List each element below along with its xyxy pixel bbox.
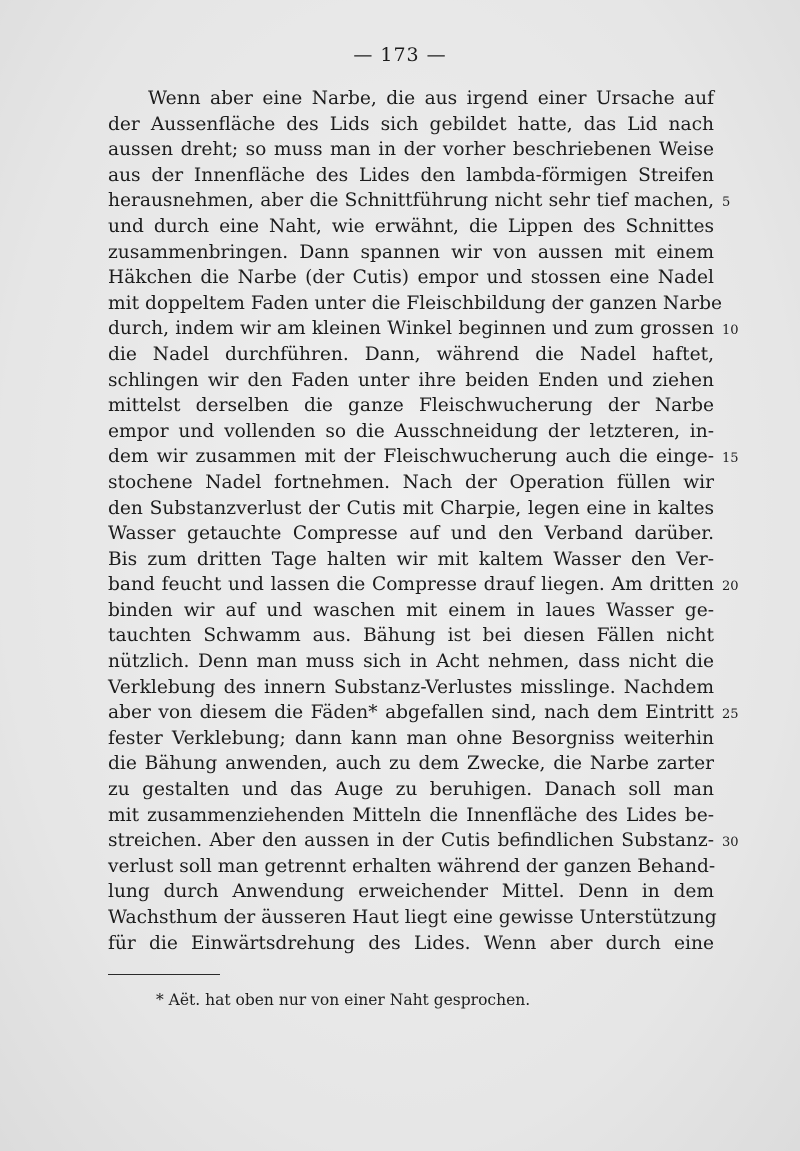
text-line: für die Einwärtsdrehung des Lides. Wenn aber durch eine: [108, 932, 714, 954]
line-number: 25: [722, 707, 739, 723]
text-line: Wasser getauchte Compresse auf und den Verband darüber.: [108, 523, 714, 545]
page-number-header: — 173 —: [353, 44, 447, 66]
text-line: Wachsthum der äusseren Haut liegt eine gewisse Unterstützung: [108, 907, 717, 928]
line-number: 30: [722, 835, 739, 851]
text-line: streichen. Aber den aussen in der Cutis befindlichen Substanz-: [108, 830, 714, 852]
text-line: stochene Nadel fortnehmen. Nach der Operation füllen wir: [108, 471, 714, 493]
text-line: aus der Innenfläche des Lides den lambda-förmigen Streifen: [108, 164, 714, 186]
text-line: Häkchen die Narbe (der Cutis) empor und stossen eine Nadel: [108, 267, 714, 289]
text-line: Wenn aber eine Narbe, die aus irgend einer Ursache auf: [148, 88, 714, 109]
text-line: Verklebung des innern Substanz-Verlustes misslinge. Nachdem: [108, 676, 714, 698]
text-line: tauchten Schwamm aus. Bähung ist bei diesen Fällen nicht: [108, 625, 714, 647]
text-line: empor und vollenden so die Ausschneidung der letzteren, in-: [108, 420, 714, 442]
footnote-divider: [108, 974, 220, 975]
text-line: den Substanzverlust der Cutis mit Charpie, legen eine in kaltes: [108, 497, 714, 519]
text-line: die Bähung anwenden, auch zu dem Zwecke, die Narbe zarter: [108, 753, 714, 775]
text-line: nützlich. Denn man muss sich in Acht nehmen, dass nicht die: [108, 651, 714, 673]
line-number: 5: [722, 195, 731, 211]
text-line: fester Verklebung; dann kann man ohne Besorgniss weiterhin: [108, 727, 714, 749]
text-line: mit zusammenziehenden Mitteln die Innenfläche des Lides be-: [108, 804, 714, 826]
text-line: schlingen wir den Faden unter ihre beiden Enden und ziehen: [108, 369, 714, 391]
text-line: der Aussenfläche des Lids sich gebildet hatte, das Lid nach: [108, 113, 714, 135]
text-line: zu gestalten und das Auge zu beruhigen. Danach soll man: [108, 779, 714, 801]
text-line: die Nadel durchführen. Dann, während die Nadel haftet,: [108, 343, 714, 365]
line-number: 10: [722, 323, 739, 339]
line-number: 15: [722, 451, 739, 467]
text-line: band feucht und lassen die Compresse drauf liegen. Am dritten: [108, 574, 714, 596]
text-line: lung durch Anwendung erweichender Mittel. Denn in dem: [108, 881, 714, 903]
text-line: mit doppeltem Faden unter die Fleischbildung der ganzen Narbe: [108, 292, 723, 314]
line-number: 20: [722, 579, 739, 595]
text-line: binden wir auf und waschen mit einem in laues Wasser ge-: [108, 599, 714, 621]
main-text-block: [108, 86, 723, 956]
text-line: und durch eine Naht, wie erwähnt, die Lippen des Schnittes: [108, 215, 714, 237]
text-line: herausnehmen, aber die Schnittführung nicht sehr tief machen,: [108, 190, 714, 212]
text-line: verlust soll man getrennt erhalten während der ganzen Behand-: [108, 855, 716, 877]
footnote: * Aët. hat oben nur von einer Naht gesprochen.: [156, 991, 531, 1009]
text-line: durch, indem wir am kleinen Winkel beginnen und zum grossen: [108, 318, 714, 340]
text-line: Bis zum dritten Tage halten wir mit kaltem Wasser den Ver-: [108, 548, 714, 570]
text-line: mittelst derselben die ganze Fleischwucherung der Narbe: [108, 395, 714, 417]
text-line: aussen dreht; so muss man in der vorher beschriebenen Weise: [108, 139, 714, 161]
text-line: zusammenbringen. Dann spannen wir von aussen mit einem: [108, 241, 714, 263]
text-line: aber von diesem die Fäden* abgefallen sind, nach dem Eintritt: [108, 702, 714, 724]
text-line: dem wir zusammen mit der Fleischwucherung auch die einge-: [108, 446, 714, 468]
